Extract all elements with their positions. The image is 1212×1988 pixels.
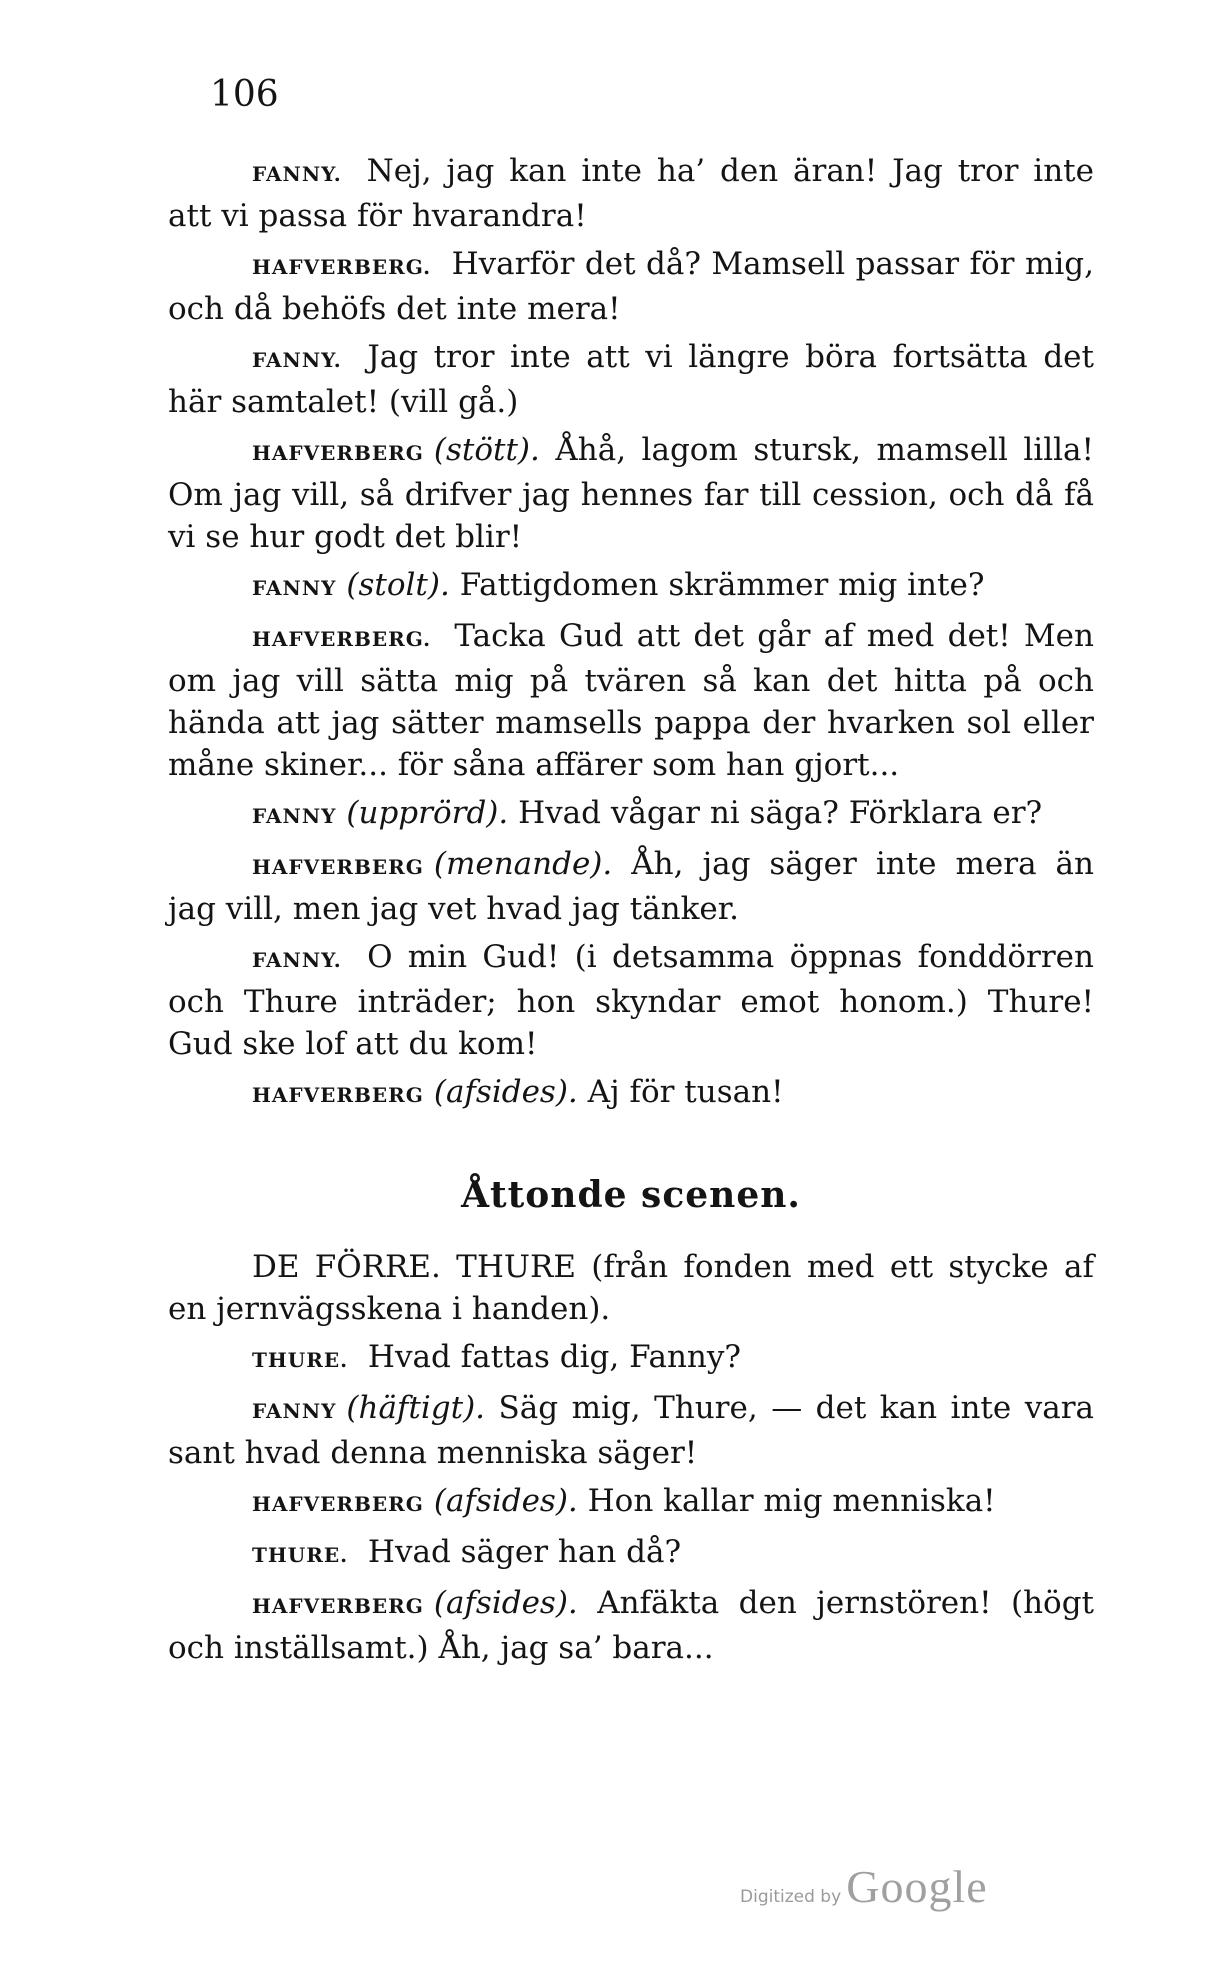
dialogue-text: Tacka Gud att det går af med det! Men om jag vill sätta mig på tvären så kan det hitta på och hända att jag sätter mamsells pappa der hvarken sol eller måne skiner... för såna affärer som han gjort... (168, 618, 1094, 783)
speaker-name: HAFVERBERG (252, 1594, 424, 1618)
dialogue-paragraph (168, 150, 1094, 237)
stage-direction: (afsides). (433, 1585, 578, 1621)
scene-direction: DE FÖRRE. THURE (från fonden med ett stycke af en jernvägsskena i handen). (168, 1249, 1094, 1327)
scene-heading: Åttonde scenen. (461, 1174, 801, 1216)
dialogue-text: Åh, jag säger inte mera än jag vill, men jag vet hvad jag tänker. (168, 846, 1094, 927)
dialogue-text: Hvad vågar ni säga? Förklara er? (518, 795, 1043, 831)
speaker-name: HAFVERBERG (252, 1492, 424, 1516)
dialogue-paragraph (168, 564, 1094, 609)
dialogue-paragraph (168, 615, 1094, 786)
digitized-by-watermark (740, 1860, 988, 1913)
dialogue-paragraph (168, 1531, 1094, 1576)
dialogue-text: Hon kallar mig menniska! (587, 1483, 996, 1519)
stage-direction: (afsides). (433, 1074, 578, 1110)
speaker-name: HAFVERBERG (252, 441, 424, 465)
stage-direction: (menande). (433, 846, 613, 882)
stage-direction: (stolt). (346, 567, 450, 603)
speaker-name: FANNY. (252, 948, 342, 972)
dialogue-text: Fattigdomen skrämmer mig inte? (459, 567, 985, 603)
dialogue-paragraph (168, 243, 1094, 330)
dialogue-paragraph (168, 1480, 1094, 1525)
dialogue-text: Säg mig, Thure, — det kan inte vara sant hvad denna menniska säger! (168, 1390, 1094, 1471)
stage-direction: (stött). (433, 432, 540, 468)
speaker-name: FANNY (252, 1399, 337, 1423)
speaker-name: THURE. (252, 1543, 349, 1567)
dialogue-text: Åhå, lagom stursk, mamsell lilla! Om jag vill, så drifver jag hennes far till cession, och då få vi se hur godt det blir! (168, 432, 1094, 555)
dialogue-text: Hvad fattas dig, Fanny? (367, 1339, 742, 1375)
dialogue-text: Hvad säger han då? (367, 1534, 682, 1570)
speaker-name: HAFVERBERG. (252, 255, 432, 279)
dialogue-text: Aj för tusan! (587, 1074, 784, 1110)
speaker-name: FANNY (252, 576, 337, 600)
speaker-name: HAFVERBERG (252, 1083, 424, 1107)
stage-direction: (upprörd). (346, 795, 509, 831)
dialogue-paragraph (168, 336, 1094, 423)
digitized-label: Digitized by (740, 1887, 842, 1907)
dialogue-text: Anfäkta den jernstören! (högt och inställsamt.) Åh, jag sa’ bara... (168, 1585, 1095, 1666)
dialogue-paragraph (168, 936, 1094, 1065)
dialogue-paragraph (168, 1071, 1094, 1116)
dialogue-paragraph (168, 1387, 1094, 1474)
speaker-name: HAFVERBERG (252, 855, 424, 879)
dialogue-text: O min Gud! (i detsamma öppnas fonddörren och Thure inträder; hon skyndar emot honom.) Thure! Gud ske lof att du kom! (168, 939, 1094, 1062)
speaker-name: FANNY (252, 804, 337, 828)
page-number: 106 (210, 74, 279, 115)
dialogue-paragraph (168, 1336, 1094, 1381)
dialogue-paragraph (168, 792, 1094, 837)
dialogue-paragraph (168, 1582, 1094, 1669)
google-logo: Google (846, 1861, 988, 1912)
text-block (168, 150, 1094, 1675)
dialogue-text: Nej, jag kan inte ha’ den äran! Jag tror inte att vi passa för hvarandra! (168, 153, 1094, 234)
stage-direction: (häftigt). (346, 1390, 486, 1426)
dialogue-paragraph (168, 843, 1094, 930)
speaker-name: FANNY. (252, 348, 342, 372)
dialogue-paragraph (168, 429, 1094, 558)
stage-direction: (afsides). (433, 1483, 578, 1519)
speaker-name: FANNY. (252, 162, 342, 186)
speaker-name: THURE. (252, 1348, 349, 1372)
dialogue-text: Jag tror inte att vi längre böra fortsätta det här samtalet! (vill gå.) (168, 339, 1094, 420)
dialogue-text: Hvarför det då? Mamsell passar för mig, och då behöfs det inte mera! (168, 246, 1094, 327)
speaker-name: HAFVERBERG. (252, 627, 432, 651)
